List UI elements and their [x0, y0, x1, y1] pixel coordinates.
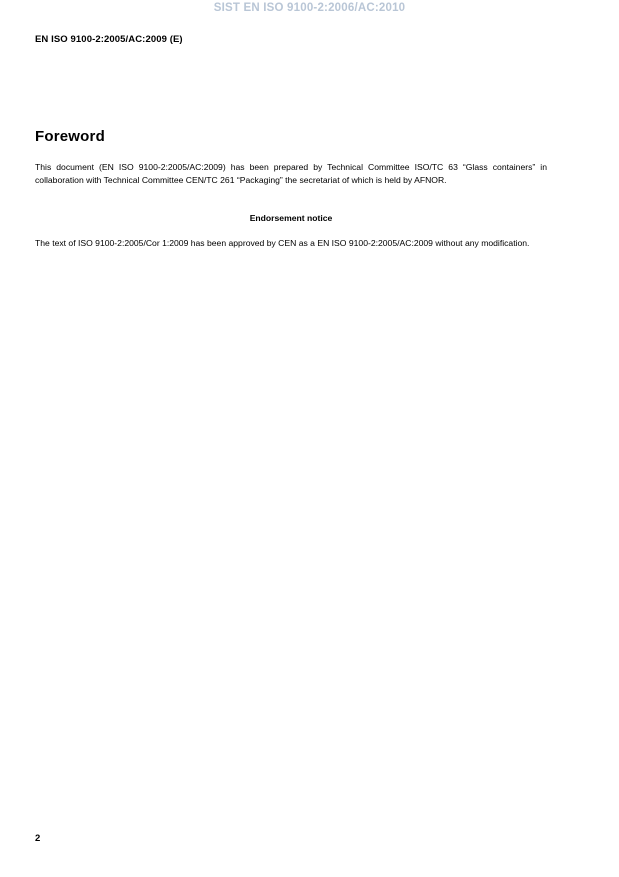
document-reference: EN ISO 9100-2:2005/AC:2009 (E) [35, 34, 183, 45]
foreword-paragraph: This document (EN ISO 9100-2:2005/AC:2009) has been prepared by Technical Committee ISO/TC 63 “Glass containers” in collaboration with Technical Committee CEN/TC 261 “Packaging” the secretariat of which is held by AFNOR. [35, 162, 547, 186]
page-content [35, 0, 547, 251]
endorsement-notice-paragraph: The text of ISO 9100-2:2005/Cor 1:2009 has been approved by CEN as a EN ISO 9100-2:2005/AC:2009 without any modification. [35, 238, 530, 249]
foreword-heading: Foreword [35, 128, 105, 145]
endorsement-notice-heading: Endorsement notice [249, 213, 333, 224]
page-number: 2 [35, 833, 41, 844]
watermark-text: SIST EN ISO 9100-2:2006/AC:2010 [213, 2, 406, 14]
